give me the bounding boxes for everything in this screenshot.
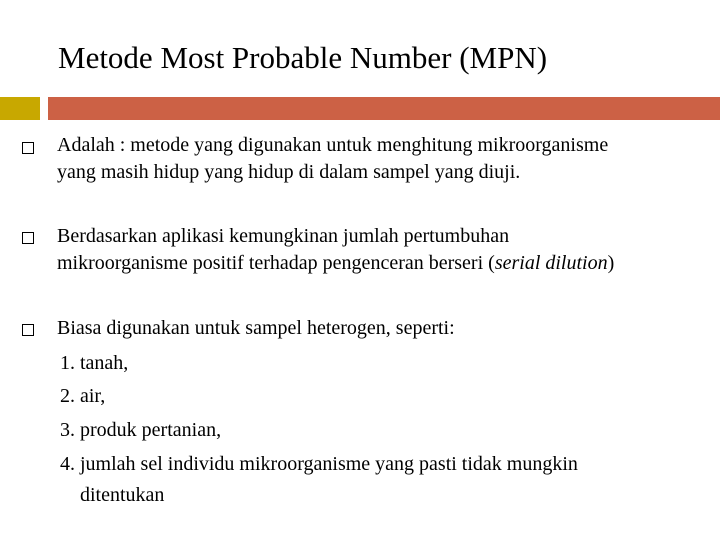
sub-item-2: 2. air, [60,385,106,407]
bullet-2-line-2-end: ) [607,252,615,274]
hollow-square-bullet-icon [22,142,34,154]
accent-bar [48,97,720,120]
sub-item-4: 4. jumlah sel individu mikroorganisme yang pasti tidak mungkin [60,453,578,475]
bullet-2-line-2 [57,250,707,277]
bullet-3-text: Biasa digunakan untuk sampel heterogen, seperti: [57,317,455,339]
bullet-1-text [57,132,707,186]
bullet-2-text [57,223,707,277]
hollow-square-bullet-icon [22,324,34,336]
hollow-square-bullet-icon [22,232,34,244]
bullet-1-line-1: Adalah : metode yang digunakan untuk menghitung mikroorganisme [57,134,609,156]
sub-item-1: 1. tanah, [60,352,129,374]
slide-title: Metode Most Probable Number (MPN) [58,40,548,75]
bullet-2-line-1: Berdasarkan aplikasi kemungkinan jumlah pertumbuhan [57,225,510,247]
sub-item-4-continuation: ditentukan [80,484,165,506]
accent-block [0,97,40,120]
bullet-1-line-2: yang masih hidup yang hidup di dalam sampel yang diuji. [57,161,521,183]
bullet-2-line-2-start: mikroorganisme positif terhadap pengenceran berseri ( [57,252,495,274]
sub-item-3: 3. produk pertanian, [60,419,222,441]
serial-dilution-term: serial dilution [494,252,608,274]
